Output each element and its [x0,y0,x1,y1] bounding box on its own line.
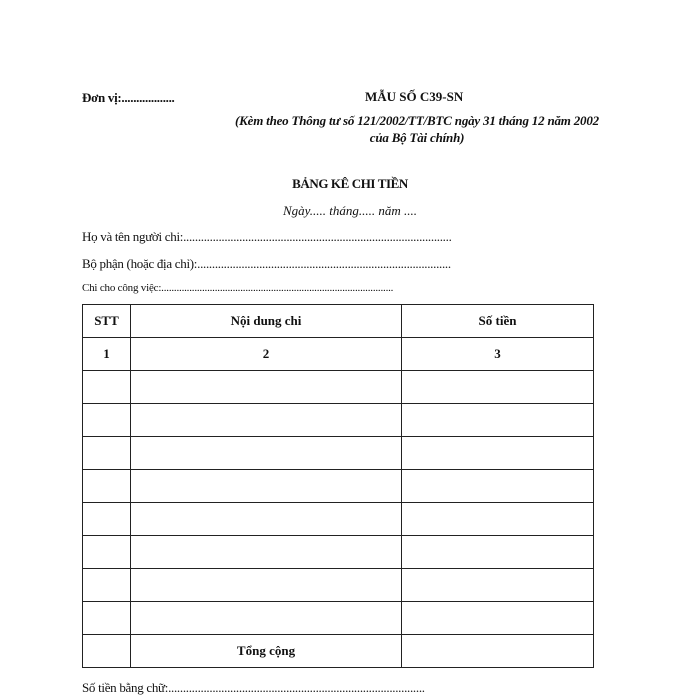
amount-cell [402,437,594,470]
content-cell [131,503,402,536]
index-cell-1: 1 [83,338,131,371]
stt-cell [83,371,131,404]
content-cell [131,569,402,602]
stt-cell [83,569,131,602]
regulation-reference: (Kèm theo Thông tư số 121/2002/TT/BTC ngày 31 tháng 12 năm 2002 của Bộ Tài chính) [235,113,599,145]
content-cell [131,470,402,503]
table-row [83,404,594,437]
unit-label: Đơn vị:.................. [82,90,175,105]
stt-cell [83,404,131,437]
amount-cell [402,404,594,437]
table-row [83,371,594,404]
index-cell-3: 3 [402,338,594,371]
table-total-row [83,635,594,668]
content-cell [131,536,402,569]
total-amount-cell [402,635,594,668]
stt-cell [83,536,131,569]
table-row [83,470,594,503]
payer-name-field: Họ và tên người chi:........................................................................................... [82,229,452,244]
form-code: MẪU SỐ C39-SN [365,89,464,104]
content-cell [131,602,402,635]
table-row [83,602,594,635]
table-row [83,503,594,536]
amount-in-words-field: Số tiền bằng chữ:....................................................................................... [82,680,425,695]
stt-cell [83,470,131,503]
expense-table [82,304,594,668]
total-stt-cell [83,635,131,668]
amount-cell [402,569,594,602]
table-row [83,536,594,569]
table-row [83,569,594,602]
amount-cell [402,503,594,536]
document-title: BẢNG KÊ CHI TIỀN [292,176,408,191]
stt-cell [83,503,131,536]
content-cell [131,371,402,404]
department-field: Bộ phận (hoặc địa chỉ):...................................................................................... [82,256,451,271]
index-cell-2: 2 [131,338,402,371]
table-header-row [83,305,594,338]
amount-cell [402,536,594,569]
table-row [83,437,594,470]
content-cell [131,404,402,437]
header-content: Nội dung chi [131,305,402,338]
purpose-field: Chi cho công việc:........................................................................................... [82,282,394,294]
header-stt: STT [83,305,131,338]
content-cell [131,437,402,470]
amount-cell [402,602,594,635]
amount-cell [402,470,594,503]
total-label: Tổng cộng [131,635,402,668]
amount-cell [402,371,594,404]
table-index-row [83,338,594,371]
stt-cell [83,437,131,470]
stt-cell [83,602,131,635]
document-date-line: Ngày..... tháng..... năm .... [283,203,417,218]
header-amount: Số tiền [402,305,594,338]
